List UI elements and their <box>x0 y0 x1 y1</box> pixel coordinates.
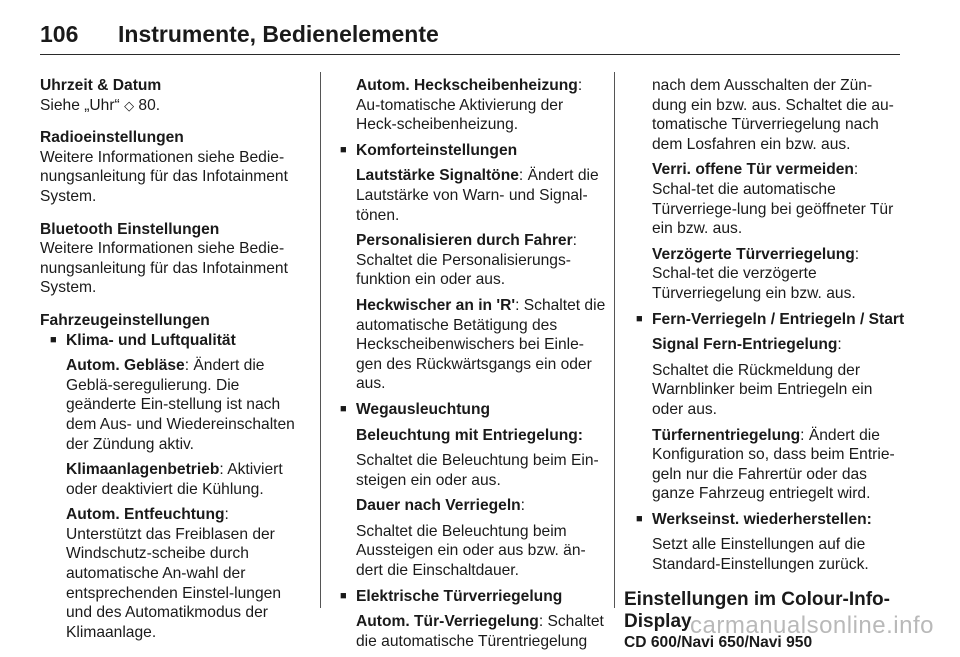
watermark: carmanualsonline.info <box>690 612 934 639</box>
column-2 <box>340 76 606 657</box>
bullet-square-icon: ■ <box>636 512 643 525</box>
setting-entry: Verzögerte Türverriegelung: Schal-tet die verzögerte Türverriegelung ein bzw. aus. <box>652 245 860 302</box>
column-3 <box>624 76 906 652</box>
column-1 <box>40 76 302 648</box>
setting-entry: Türfernentriegelung: Ändert die Konfiguration so, dass beim Entrie-geln nur die Fahrertür oder das ganze Fahrzeug entriegelt wird. <box>652 426 895 503</box>
page-title: Instrumente, Bedienelemente <box>118 20 439 47</box>
bullet-square-icon: ■ <box>340 402 347 415</box>
setting-entry: Dauer nach Verriegeln: <box>356 497 526 515</box>
setting-entry: Autom. Heckscheibenheizung: Au-tomatische Aktivierung der Heck-scheibenheizung. <box>356 77 583 134</box>
bullet-square-icon: ■ <box>340 589 347 602</box>
section-text: Weitere Informationen siehe Bedie-nungsanleitung für das Infotainment System. <box>40 240 288 297</box>
section-uhrzeit <box>40 76 302 115</box>
setting-entry: Beleuchtung mit Entriegelung: <box>356 426 583 444</box>
setting-description: Schaltet die Rückmeldung der Warnblinker beim Entriegeln ein oder aus. <box>652 361 873 418</box>
setting-entry: Heckwischer an in 'R': Schaltet die automatische Betätigung des Heckscheibenwischers bei Einle-gen des Rückwärtsgangs ein oder aus. <box>356 296 606 393</box>
setting-description: Schaltet die Beleuchtung beim Ein-steigen ein oder aus. <box>356 452 599 489</box>
setting-entry: Signal Fern-Entriegelung: <box>652 336 842 354</box>
setting-entry: Lautstärke Signaltöne: Ändert die Lautstärke von Warn- und Signal-tönen. <box>356 167 599 224</box>
bullet-item: ■ Fern-Verriegeln / Entriegeln / Start <box>636 310 905 328</box>
model-list: CD 600/Navi 650/Navi 950 <box>624 633 813 651</box>
page-header <box>40 14 900 55</box>
section-text: Weitere Informationen siehe Bedie-nungsanleitung für das Infotainment System. <box>40 148 288 205</box>
setting-description: Setzt alle Einstellungen auf die Standard-Einstellungen zurück. <box>652 536 869 574</box>
column-divider <box>614 72 615 608</box>
bullet-square-icon: ■ <box>50 333 57 346</box>
page-reference-icon: ◇ <box>124 97 135 113</box>
section-heading: Fahrzeugeinstellungen <box>40 311 210 329</box>
section-bluetooth <box>40 220 302 298</box>
section-heading: Bluetooth Einstellungen <box>40 220 220 238</box>
setting-entry: Autom. Gebläse: Ändert die Geblä-seregulierung. Die geänderte Ein-stellung ist nach dem Aus- und Wiedereinschalten der Zündung aktiv. <box>66 357 295 453</box>
setting-entry: Personalisieren durch Fahrer: Schaltet die Personalisierungs-funktion ein oder aus. <box>356 232 578 289</box>
bullet-item: ■ Klima- und Luftqualität <box>50 331 236 349</box>
page-reference-link[interactable]: 80. <box>138 96 161 114</box>
setting-entry: Autom. Entfeuchtung: Unterstützt das Freiblasen der Windschutz-scheibe durch automatische An-wahl der entsprechenden Einstel-lungen und des Automatikmodus der Klimaanlage. <box>66 506 282 641</box>
section-heading: Radioeinstellungen <box>40 129 184 147</box>
bullet-item: ■ Komforteinstellungen <box>340 141 518 159</box>
page-number: 106 <box>40 20 79 47</box>
bullet-square-icon: ■ <box>636 312 643 325</box>
bullet-item: ■ Werkseinst. wiederherstellen : <box>636 510 872 528</box>
column-divider <box>320 72 321 608</box>
setting-entry: Klimaanlagenbetrieb: Aktiviert oder deaktiviert die Kühlung. <box>66 461 283 498</box>
bullet-square-icon: ■ <box>340 143 347 156</box>
bullet-item: ■ Elektrische Türverriegelung <box>340 587 563 605</box>
setting-entry: Autom. Tür-Verriegelung: Schaltet die automatische Türentriegelung <box>356 613 604 650</box>
bullet-item: ■ Wegausleuchtung <box>340 400 491 418</box>
section-heading: Uhrzeit & Datum <box>40 77 162 94</box>
cross-reference: Siehe „Uhr“ ◇ 80. <box>40 96 161 114</box>
section-fahrzeug <box>40 311 302 643</box>
setting-description: nach dem Ausschalten der Zün-dung ein bzw. aus. Schaltet die au-tomatische Türverriegelung nach dem Losfahren ein bzw. aus. <box>652 77 894 153</box>
setting-description: Schaltet die Beleuchtung beim Aussteigen ein oder aus bzw. än-dert die Einschaltdauer. <box>356 522 586 580</box>
setting-entry: Verri. offene Tür vermeiden: Schal-tet die automatische Türverriege-lung bei geöffneter Tür ein bzw. aus. <box>652 161 894 238</box>
section-heading-colour-info: Einstellungen im Colour-Info-Display <box>624 588 890 632</box>
section-radio <box>40 128 302 206</box>
